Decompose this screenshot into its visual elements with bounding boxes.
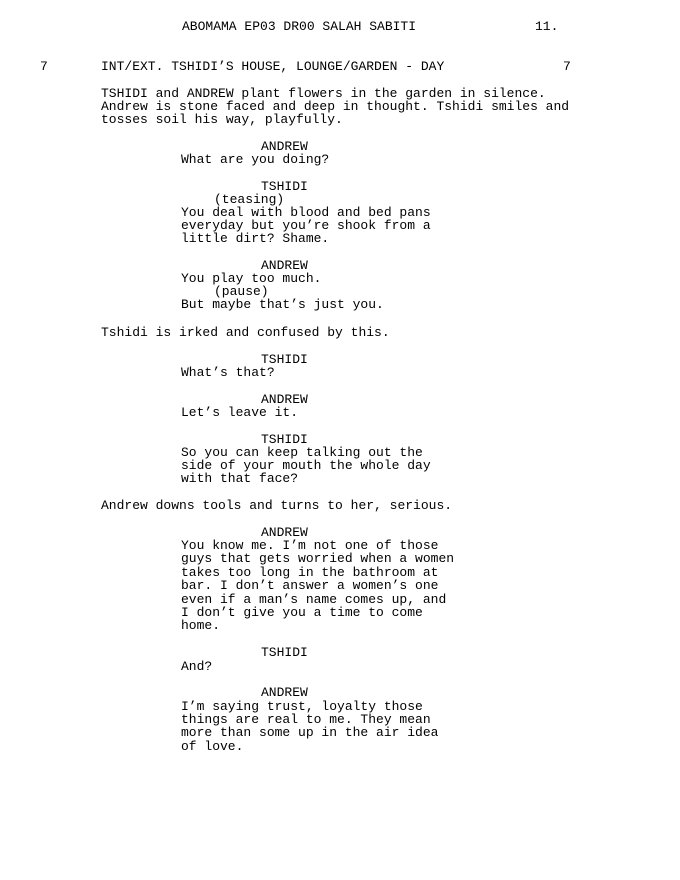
action-line: Andrew is stone faced and deep in thought. Tshidi smiles and [101,99,570,114]
dialogue-line: So you can keep talking out the [181,445,423,460]
dialogue-line: with that face? [181,471,299,486]
scene-number-right: 7 [563,59,571,74]
character-name: ANDREW [261,258,308,273]
dialogue-line: more than some up in the air idea [181,725,439,740]
scene-number-left: 7 [40,59,48,74]
dialogue-line: things are real to me. They mean [181,712,431,727]
character-name: TSHIDI [261,179,308,194]
dialogue-line: everyday but you’re shook from a [181,218,431,233]
parenthetical: (teasing) [214,192,285,207]
dialogue-line: You know me. I’m not one of those [181,538,439,553]
action-line: Andrew downs tools and turns to her, serious. [101,498,453,513]
dialogue-line: What are you doing? [181,152,330,167]
action-line: TSHIDI and ANDREW plant flowers in the garden in silence. [101,86,546,101]
dialogue-line: Let’s leave it. [181,405,299,420]
character-name: ANDREW [261,139,308,154]
action-line: Tshidi is irked and confused by this. [101,325,390,340]
action-line: tosses soil his way, playfully. [101,112,343,127]
dialogue-line: home. [181,618,221,633]
dialogue-line: I don’t give you a time to come [181,605,423,620]
dialogue-line: side of your mouth the whole day [181,458,431,473]
parenthetical: (pause) [214,284,269,299]
character-name: TSHIDI [261,432,308,447]
dialogue-line: takes too long in the bathroom at [181,565,439,580]
character-name: ANDREW [261,525,308,540]
dialogue-line: I’m saying trust, loyalty those [181,699,423,714]
character-name: TSHIDI [261,645,308,660]
dialogue-line: You deal with blood and bed pans [181,205,431,220]
dialogue-line: What’s that? [181,365,275,380]
dialogue-line: You play too much. [181,271,322,286]
dialogue-line: But maybe that’s just you. [181,297,384,312]
page-number: 11. [535,19,559,34]
dialogue-line: And? [181,659,213,674]
character-name: ANDREW [261,685,308,700]
character-name: TSHIDI [261,352,308,367]
page-header-title: ABOMAMA EP03 DR00 SALAH SABITI [182,19,417,34]
character-name: ANDREW [261,392,308,407]
dialogue-line: of love. [181,739,244,754]
scene-heading: INT/EXT. TSHIDI’S HOUSE, LOUNGE/GARDEN - DAY [101,59,445,74]
dialogue-line: bar. I don’t answer a women’s one [181,578,439,593]
dialogue-line: little dirt? Shame. [181,231,330,246]
dialogue-line: guys that gets worried when a women [181,551,455,566]
dialogue-line: even if a man’s name comes up, and [181,592,447,607]
